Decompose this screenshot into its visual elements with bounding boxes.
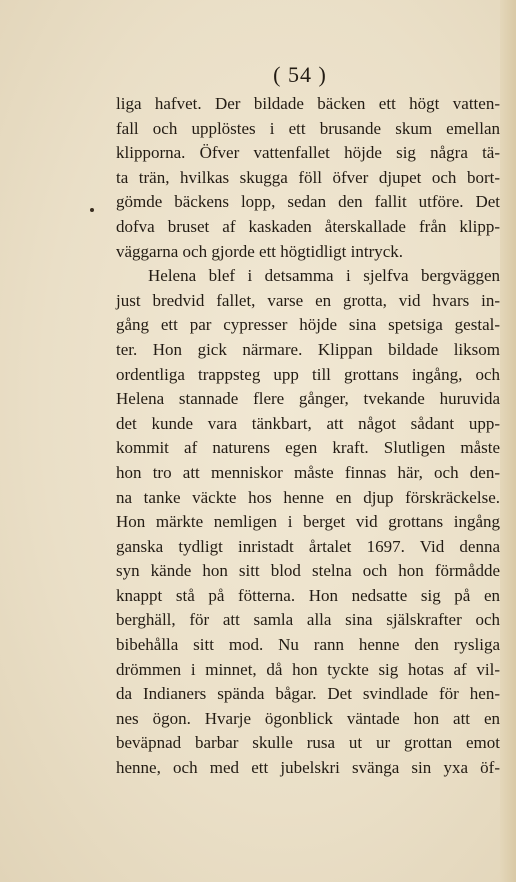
text-line: hon tro att menniskor måste finnas här, och den-	[116, 462, 500, 482]
text-line: drömmen i minnet, då hon tyckte sig hotas af vil-	[116, 659, 500, 679]
text-line: nes ögon. Hvarje ögonblick väntade hon att en	[116, 708, 500, 728]
body-text	[116, 92, 500, 781]
text-line: bibehålla sitt mod. Nu rann henne den rysliga	[116, 635, 500, 655]
text-line: kommit af naturens egen kraft. Slutligen måste	[116, 438, 500, 458]
text-line: just bredvid fallet, varse en grotta, vid hvars in-	[116, 290, 500, 310]
page-number: ( 54 )	[273, 62, 327, 87]
text-line: gång ett par cypresser höjde sina spetsiga gestal-	[116, 315, 500, 335]
ink-speck	[90, 208, 94, 212]
text-line: ganska tydligt inristadt årtalet 1697. Vid denna	[116, 536, 500, 556]
text-line: Helena stannade flere gånger, tvekande huruvida	[116, 389, 500, 409]
page-edge	[500, 0, 516, 882]
text-line: da Indianers spända bågar. Det svindlade för hen-	[116, 684, 500, 704]
text-line: syn kände hon sitt blod stelna och hon förmådde	[116, 561, 500, 581]
text-line: väggarna och gjorde ett högtidligt intryck.	[116, 241, 404, 261]
text-line: dofva bruset af kaskaden återskallade från klipp-	[116, 216, 500, 236]
text-line: ter. Hon gick närmare. Klippan bildade liksom	[116, 339, 500, 359]
text-line: liga hafvet. Der bildade bäcken ett högt vatten-	[116, 94, 500, 113]
text-line: klipporna. Öfver vattenfallet höjde sig några tä-	[116, 143, 500, 163]
text-line: Helena blef i detsamma i sjelfva bergväggen	[148, 266, 500, 286]
text-line: gömde bäckens lopp, sedan den fallit utföre. Det	[116, 192, 500, 212]
text-line: Hon märkte nemligen i berget vid grottans ingång	[116, 512, 500, 532]
text-line: berghäll, för att samla alla sina själskrafter och	[116, 610, 500, 630]
text-line: fall och upplöstes i ett brusande skum emellan	[116, 118, 500, 138]
text-line: na tanke väckte hos henne en djup förskräckelse.	[116, 487, 500, 507]
text-line: ordentliga trappsteg upp till grottans ingång, och	[116, 364, 500, 384]
text-line: beväpnad barbar skulle rusa ut ur grottan emot	[116, 733, 500, 753]
text-line: det kunde vara tänkbart, att något sådant upp-	[116, 413, 500, 433]
text-line: henne, och med ett jubelskri svänga sin yxa öf-	[116, 758, 500, 778]
text-line: knappt stå på fötterna. Hon nedsatte sig på en	[116, 585, 500, 605]
text-line: ta trän, hvilkas skugga föll öfver djupet och bort-	[116, 167, 500, 187]
